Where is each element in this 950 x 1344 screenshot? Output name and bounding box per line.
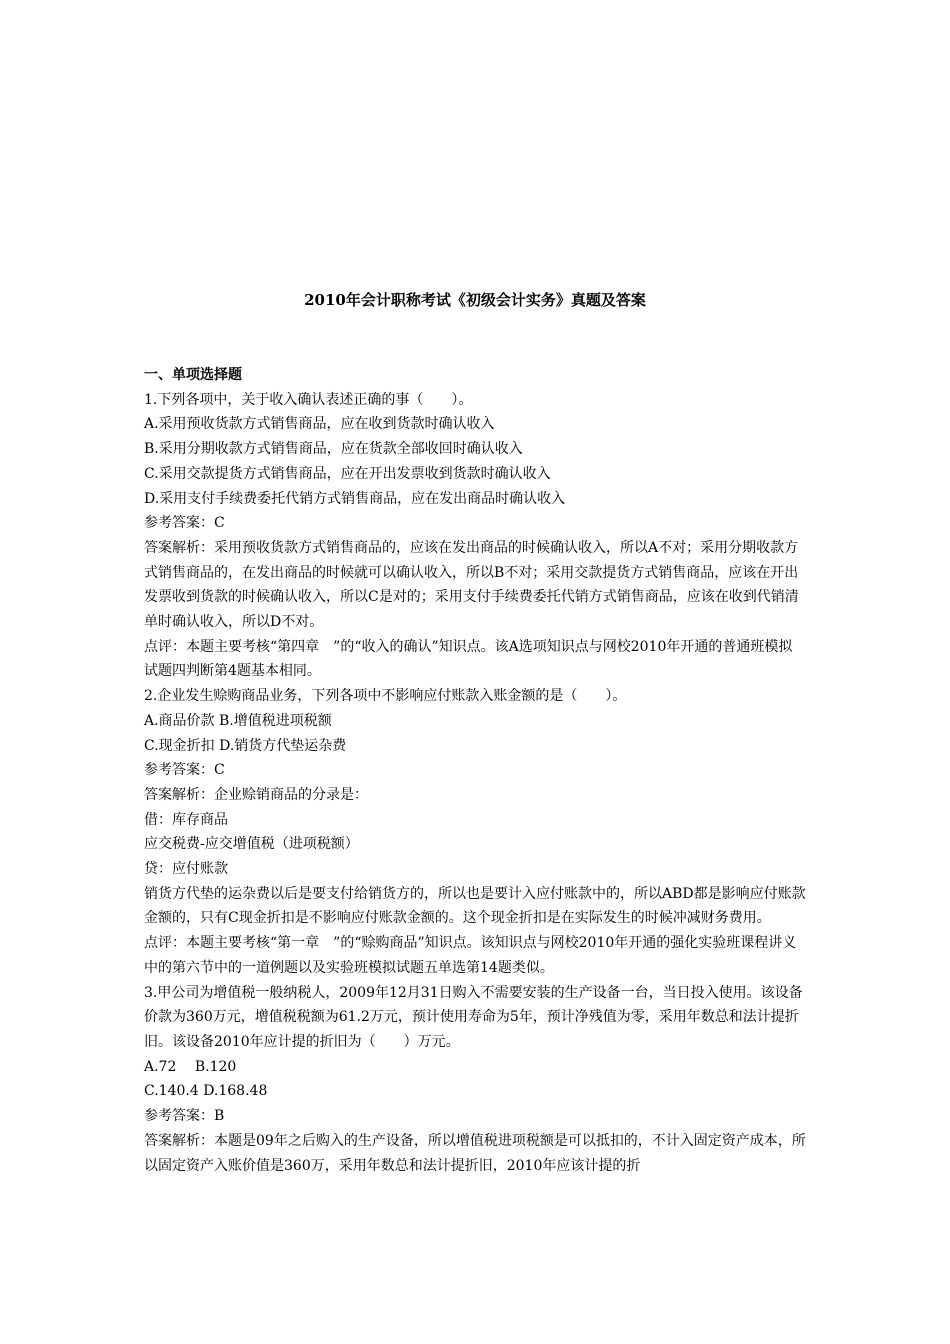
question-1-comment: 点评：本题主要考核“第四章 ”的“收入的确认”知识点。该A选项知识点与网校2010年开通的普通班模拟试题四判断第4题基本相同。	[144, 638, 793, 680]
question-2-options-cd: C.现金折扣 D.销货方代垫运杂费	[144, 737, 347, 754]
question-1-option-d: D.采用支付手续费委托代销方式销售商品，应在发出商品时确认收入	[144, 490, 566, 507]
question-1-option-a: A.采用预收货款方式销售商品，应在收到货款时确认收入	[144, 416, 495, 433]
section-heading: 一、单项选择题	[144, 367, 242, 383]
question-1-answer: 参考答案：C	[144, 515, 225, 532]
question-2-comment: 点评：本题主要考核“第一章 ”的“赊购商品”知识点。该知识点与网校2010年开通的强化实验班课程讲义中的第六节中的一道例题以及实验班模拟试题五单选第14题类似。	[144, 935, 797, 976]
question-3-options-cd: C.140.4 D.168.48	[144, 1083, 268, 1100]
question-2-explanation-detail: 销货方代垫的运杂费以后是要支付给销货方的，所以也是要计入应付账款中的，所以ABD都是影响应付账款金额的，只有C现金折扣是不影响应付账款金额的。这个现金折扣是在实际发生的时候冲减财务费用。	[144, 885, 806, 927]
journal-entry-debit: 借：库存商品	[144, 811, 228, 828]
question-3-explanation: 答案解析：本题是09年之后购入的生产设备，所以增值税进项税额是可以抵扣的，不计入固定资产成本，所以固定资产入账价值是360万，采用年数总和法计提折旧，2010年应该计提的折	[144, 1132, 806, 1174]
document-title: 2010年会计职称考试《初级会计实务》真题及答案	[304, 291, 646, 309]
journal-entry-tax: 应交税费-应交增值税（进项税额）	[144, 836, 359, 853]
document-body	[144, 363, 806, 1178]
question-2-stem: 2.企业发生赊购商品业务，下列各项中不影响应付账款入账金额的是（ ）。	[144, 688, 627, 705]
question-1-stem: 1.下列各项中，关于收入确认表述正确的事（ ）。	[144, 391, 473, 408]
question-1-explanation: 答案解析：采用预收货款方式销售商品的，应该在发出商品的时候确认收入，所以A不对；采用分期收款方式销售商品的，在发出商品的时候就可以确认收入，所以B不对；采用交款提货方式销售商品，应该在开出发票收到货款的时候确认收入，所以C是对的；采用支付手续费委托代销方式销售商品，应该在收到代销清单时确认收入，所以D不对。	[144, 539, 799, 631]
question-2-answer: 参考答案：C	[144, 762, 225, 779]
question-2-explanation: 答案解析：企业赊销商品的分录是：	[144, 786, 368, 803]
question-2-options-ab: A.商品价款 B.增值税进项税额	[144, 712, 332, 729]
question-3-stem: 3.甲公司为增值税一般纳税人，2009年12月31日购入不需要安装的生产设备一台，当日投入使用。该设备价款为360万元，增值税税额为61.2万元，预计使用寿命为5年，预计净残值为零，采用年数总和法计提折旧。该设备2010年应计提的折旧为（ ）万元。	[144, 984, 803, 1050]
journal-entry-credit: 贷：应付账款	[144, 861, 228, 878]
question-1-option-b: B.采用分期收款方式销售商品，应在货款全部收回时确认收入	[144, 441, 523, 458]
question-1-option-c: C.采用交款提货方式销售商品，应在开出发票收到货款时确认收入	[144, 465, 551, 482]
question-3-answer: 参考答案：B	[144, 1108, 225, 1125]
question-3-options-ab: A.72 B.120	[144, 1058, 237, 1075]
